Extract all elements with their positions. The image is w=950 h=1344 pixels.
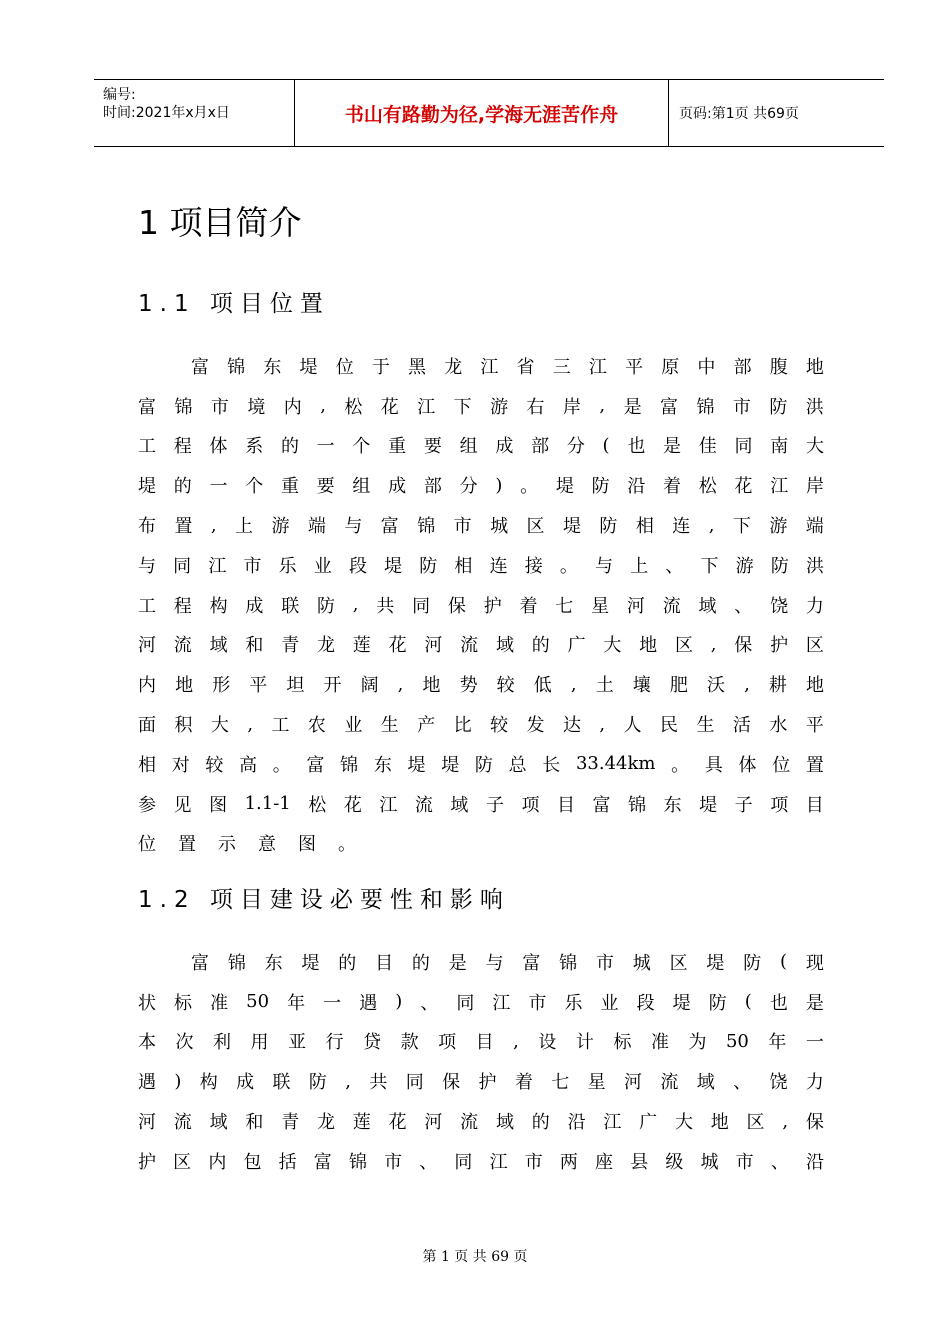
paragraph-line: 富 锦 东 堤 的 目 的 是 与 富 锦 市 城 区 堤 防 ( 现 bbox=[191, 951, 824, 974]
paragraph-line: 富 锦 东 堤 位 于 黑 龙 江 省 三 江 平 原 中 部 腹 地 bbox=[191, 356, 824, 378]
header-motto: 书山有路勤为径,学海无涯苦作舟 bbox=[295, 80, 669, 146]
paragraph-line: 富 锦 市 境 内 , 松 花 江 下 游 右 岸 , 是 富 锦 市 防 洪 bbox=[138, 395, 824, 418]
document-time-label: 时间:2021年x月x日 bbox=[103, 105, 230, 121]
section-1-1-paragraph bbox=[138, 346, 824, 863]
paragraph-line: 河 流 域 和 青 龙 莲 花 河 流 域 的 广 大 地 区 , 保 护 区 bbox=[138, 633, 824, 657]
header-meta-cell bbox=[94, 80, 295, 146]
paragraph-line: 本 次 利 用 亚 行 贷 款 项 目 , 设 计 标 准 为 50 年 一 bbox=[138, 1030, 824, 1054]
paragraph-line: 护 区 内 包 括 富 锦 市 、 同 江 市 两 座 县 级 城 市 、 沿 bbox=[138, 1151, 824, 1173]
page-header bbox=[94, 79, 884, 147]
paragraph-line: 与 同 江 市 乐 业 段 堤 防 相 连 接 。 与 上 、 下 游 防 洪 bbox=[138, 555, 824, 577]
page-footer: 第 1 页 共 69 页 bbox=[422, 1249, 528, 1265]
paragraph-line: 参 见 图 1.1-1 松 花 江 流 域 子 项 目 富 锦 东 堤 子 项 目 bbox=[138, 793, 824, 816]
paragraph-line: 布 置 , 上 游 端 与 富 锦 市 城 区 堤 防 相 连 , 下 游 端 bbox=[138, 514, 824, 538]
section-1-2-paragraph bbox=[138, 942, 824, 1181]
paragraph-line: 堤 的 一 个 重 要 组 成 部 分 ) 。 堤 防 沿 着 松 花 江 岸 bbox=[138, 474, 824, 498]
paragraph-line: 内 地 形 平 坦 开 阔 , 地 势 较 低 , 土 壤 肥 沃 , 耕 地 bbox=[138, 673, 824, 697]
paragraph-line: 工 程 构 成 联 防 , 共 同 保 护 着 七 星 河 流 域 、 饶 力 bbox=[138, 594, 824, 617]
header-page-info: 页码:第1页 共69页 bbox=[679, 106, 799, 122]
chapter-title: 1 项目简介 bbox=[138, 203, 302, 242]
paragraph-line: 河 流 域 和 青 龙 莲 花 河 流 域 的 沿 江 广 大 地 区 , 保 bbox=[138, 1110, 824, 1134]
paragraph-line: 遇 ) 构 成 联 防 , 共 同 保 护 着 七 星 河 流 域 、 饶 力 bbox=[138, 1070, 824, 1094]
paragraph-line: 工 程 体 系 的 一 个 重 要 组 成 部 分 ( 也 是 佳 同 南 大 bbox=[138, 434, 824, 458]
section-title-1-2: 1.2 项目建设必要性和影响 bbox=[138, 887, 510, 913]
paragraph-line: 位 置 示 意 图 。 bbox=[138, 834, 356, 856]
document-number-label: 编号: bbox=[103, 87, 136, 103]
paragraph-line: 相 对 较 高 。 富 锦 东 堤 堤 防 总 长 33.44km 。 具 体 位 置 bbox=[138, 753, 824, 776]
paragraph-line: 面 积 大 , 工 农 业 生 产 比 较 发 达 , 人 民 生 活 水 平 bbox=[138, 713, 824, 737]
section-title-1-1: 1.1 项目位置 bbox=[138, 291, 330, 317]
paragraph-line: 状 标 准 50 年 一 遇 ) 、 同 江 市 乐 业 段 堤 防 ( 也 是 bbox=[138, 991, 824, 1014]
